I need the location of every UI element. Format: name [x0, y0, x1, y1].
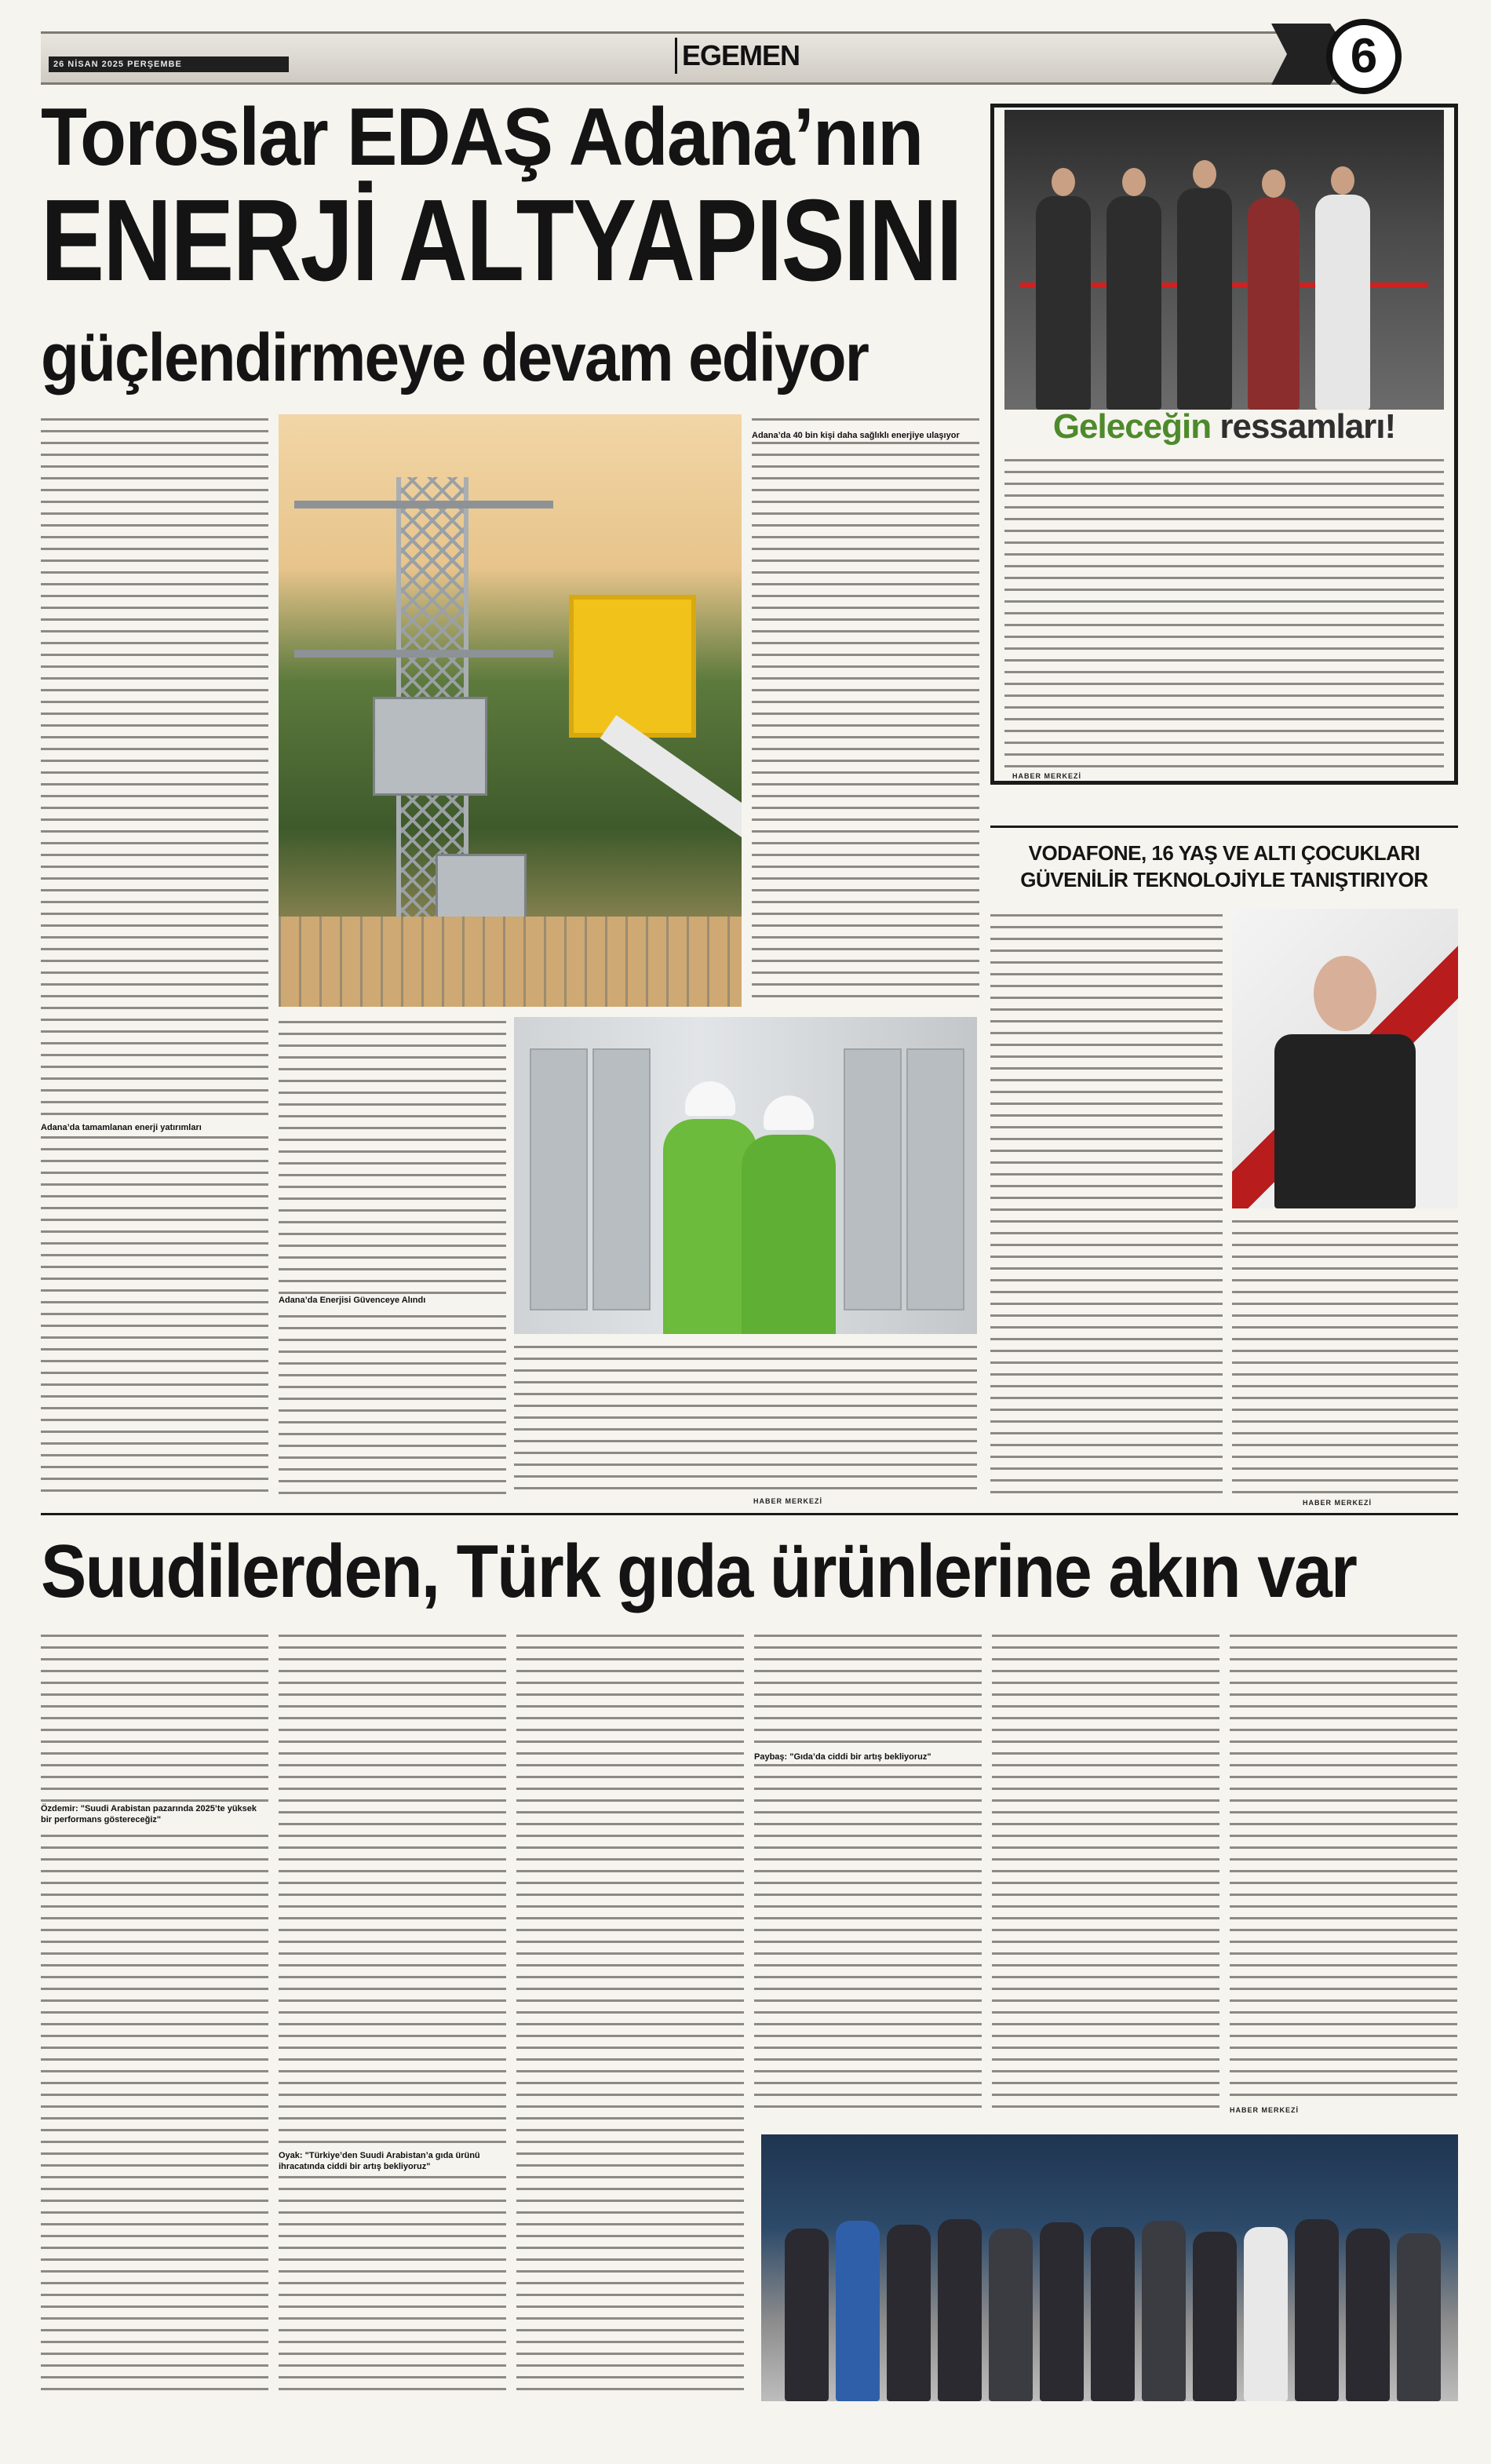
ribbon-title-rest: ressamları! [1219, 407, 1396, 446]
person-head [1314, 956, 1376, 1031]
main-story-subhead-3: Adana’da 40 bin kişi daha sağlıklı enerjiye ulaşıyor [752, 430, 979, 441]
person [1091, 2227, 1135, 2401]
group-photo [761, 2134, 1458, 2401]
person-head [1193, 160, 1216, 188]
main-story-col2 [279, 1017, 506, 1497]
ribbon-story-text [1004, 455, 1444, 769]
person [1274, 1034, 1416, 1208]
pole-crossarm [294, 501, 553, 508]
saudi-col3 [516, 1631, 744, 2400]
section-divider [41, 1513, 1458, 1515]
person-head [1122, 168, 1146, 196]
vodafone-executive-photo [1232, 909, 1458, 1208]
saudi-col1 [41, 1631, 268, 2400]
worker-vest [742, 1135, 836, 1334]
person [785, 2229, 829, 2401]
person [887, 2225, 931, 2401]
saudi-col2 [279, 1631, 506, 2400]
ribbon-title-accent: Geleceğin [1052, 407, 1212, 446]
person [938, 2219, 982, 2401]
bucket-truck-basket [569, 595, 696, 738]
saudi-subhead-2: Paybaş: "Gıda’da ciddi bir artış bekliyoruz" [754, 1751, 982, 1762]
vodafone-story-title: VODAFONE, 16 YAŞ VE ALTI ÇOCUKLARI GÜVENİLİR TEKNOLOJİYLE TANIŞTIRIYOR [1020, 841, 1428, 891]
main-story-col1 [41, 414, 268, 1497]
saudi-col4 [754, 1631, 982, 2117]
person [1346, 2229, 1390, 2401]
workers-substation-photo [514, 1017, 977, 1334]
vodafone-story-byline: HABER MERKEZİ [1303, 1499, 1373, 1507]
person [1177, 188, 1232, 410]
person [1193, 2232, 1237, 2401]
main-story-col3 [752, 414, 979, 1003]
person [989, 2229, 1033, 2401]
main-story-col4 [514, 1342, 977, 1497]
ribbon-story-byline: HABER MERKEZİ [1012, 772, 1082, 780]
switchgear-panel [906, 1048, 964, 1310]
main-headline-line1: Toroslar EDAŞ Adana’nın [41, 92, 923, 183]
transformer-box [373, 697, 487, 796]
main-headline-line3: güçlendirmeye devam ediyor [41, 320, 869, 395]
switchgear-panel [592, 1048, 651, 1310]
person [1244, 2227, 1288, 2401]
main-story-subhead-1: Adana’da tamamlanan enerji yatırımları [41, 1122, 268, 1133]
saudi-subhead-3: Oyak: "Türkiye’den Suudi Arabistan’a gıda ürünü ihracatında ciddi bir artış bekliyoruz" [279, 2150, 506, 2172]
page-number: 6 [1326, 19, 1402, 94]
ribbon-cutting-photo [1004, 110, 1444, 410]
main-headline-line2: ENERJİ ALTYAPISINI [41, 176, 962, 305]
person-head [1331, 166, 1354, 195]
person [1106, 196, 1161, 410]
vodafone-story-text-left [990, 910, 1223, 1499]
power-pole-photo [279, 414, 742, 1007]
switchgear-panel [530, 1048, 588, 1310]
person [1142, 2221, 1186, 2401]
saudi-col5 [992, 1631, 1219, 2117]
person [1036, 196, 1091, 410]
ribbon-story-title [1004, 403, 1444, 450]
person [1040, 2222, 1084, 2401]
section-divider [990, 826, 1458, 828]
worker-helmet [685, 1081, 735, 1116]
newspaper-brand: EGEMEN [675, 38, 804, 74]
issue-date: 26 NİSAN 2025 PERŞEMBE [49, 56, 289, 72]
saudi-story-headline: Suudilerden, Türk gıda ürünlerine akın var [41, 1529, 1357, 1613]
person-head [1052, 168, 1075, 196]
saudi-story-byline: HABER MERKEZİ [1230, 2106, 1300, 2114]
pole-crossarm [294, 650, 553, 658]
main-story-byline: HABER MERKEZİ [753, 1497, 823, 1505]
person [1315, 195, 1370, 410]
person [1248, 198, 1300, 410]
person [836, 2221, 880, 2401]
saudi-subhead-1: Özdemir: "Suudi Arabistan pazarında 2025’te yüksek bir performans göstereceğiz" [41, 1803, 268, 1825]
saudi-col6 [1230, 1631, 1457, 2101]
vodafone-story-text-right [1232, 1216, 1458, 1499]
person [1295, 2219, 1339, 2401]
switchgear-panel [844, 1048, 902, 1310]
main-story-subhead-2: Adana’da Enerjisi Güvenceye Alındı [279, 1295, 506, 1306]
person-head [1262, 169, 1285, 198]
person [1397, 2233, 1441, 2401]
worker-helmet [764, 1095, 814, 1130]
fence [279, 917, 742, 1007]
